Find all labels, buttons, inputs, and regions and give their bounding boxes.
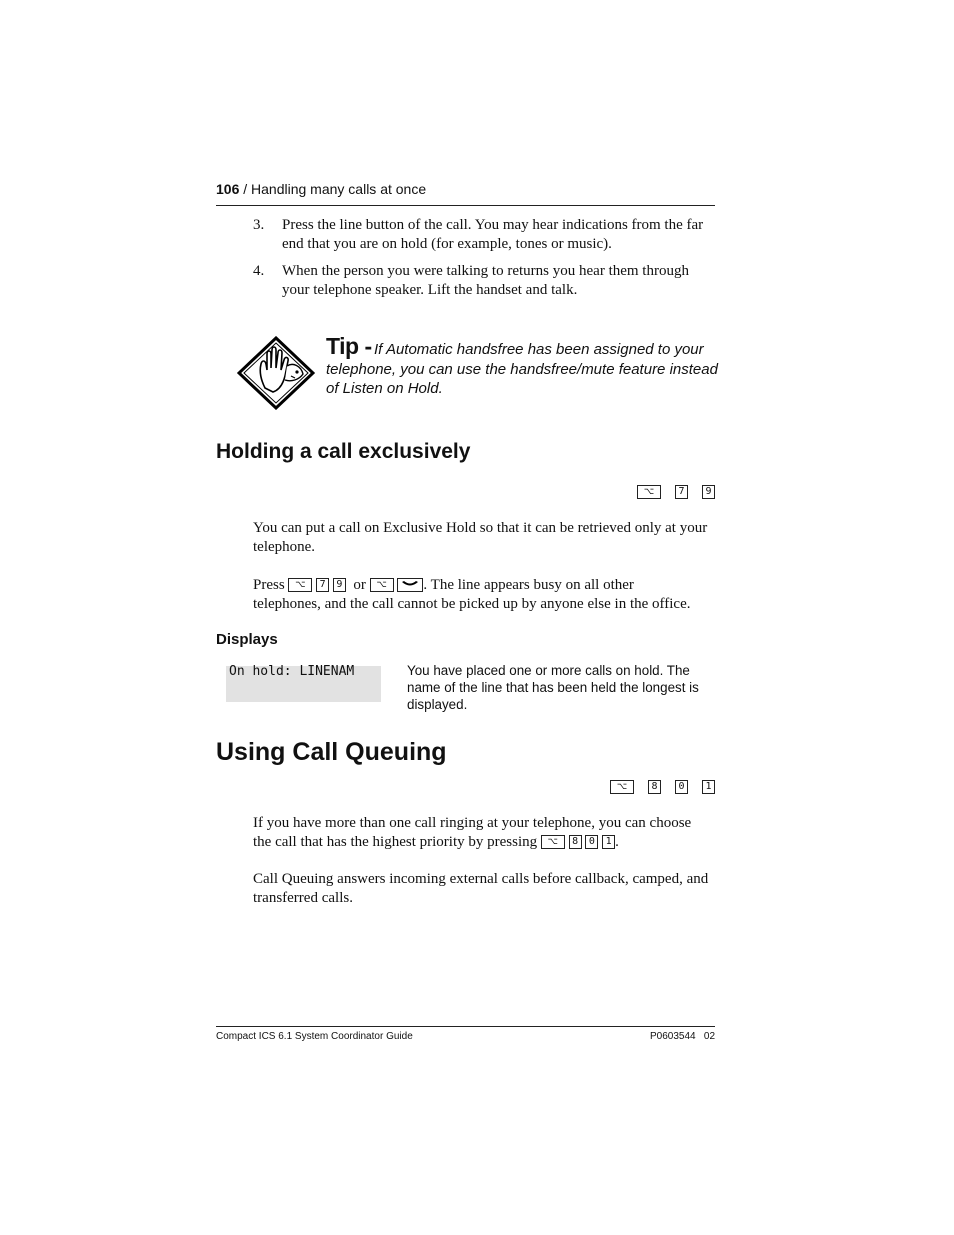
digit-key: 8 [648,780,661,794]
step-text: When the person you were talking to returns you hear them through your telephone speaker. Lift the handset and talk. [282,263,689,298]
paragraph: Call Queuing answers incoming external calls before callback, camped, and transferred calls. [253,871,709,906]
paragraph: You can put a call on Exclusive Hold so that it can be retrieved only at your telephone. [253,520,708,555]
paragraph-text: the call that has the highest priority by pressing [253,834,538,850]
digit-key: 7 [316,578,329,592]
digit-key: 1 [702,780,715,794]
or-word: or [353,577,366,593]
section-heading: Using Call Queuing [216,738,447,766]
header-rule [216,205,715,206]
footer-guide-title: Compact ICS 6.1 System Coordinator Guide [216,1031,413,1042]
paragraph-text: If you have more than one call ringing at your telephone, you can choose [253,815,692,831]
paragraph [253,576,718,614]
step-number: 4. [253,263,265,279]
feature-code-keys [610,779,715,797]
page-header [216,181,426,197]
tip-text: If Automatic handsfree has been assigned to your telephone, you can use the handsfree/mute feature instead of Listen on Hold. [326,341,718,397]
page-number: 106 [216,181,240,197]
step-number: 3. [253,217,265,233]
feature-key-icon: ⌥ [541,835,565,849]
handset-icon [401,580,419,589]
digit-key: 8 [569,835,582,849]
digit-key: 1 [602,835,615,849]
display-description: You have placed one or more calls on hold. The name of the line that has been held the longest is displayed. [407,663,699,712]
section-heading: Holding a call exclusively [216,440,471,463]
digit-key: 9 [333,578,346,592]
digit-key: 0 [585,835,598,849]
display-screen-text: On hold: LINENAM [229,664,355,679]
hold-key-icon [397,578,423,592]
digit-key: 9 [702,485,715,499]
feature-code-keys [637,484,715,502]
subsection-heading: Displays [216,631,278,648]
digit-key: 7 [675,485,688,499]
chapter-title: / Handling many calls at once [239,181,427,197]
tip-label: Tip - [326,333,372,359]
tip-hand-icon [237,336,315,410]
paragraph-text: . [615,834,619,850]
paragraph-text: . The line appears busy on all other [423,577,634,593]
footer-rule [216,1026,715,1027]
feature-key-icon: ⌥ [370,578,394,592]
feature-key-icon: ⌥ [288,578,312,592]
digit-key: 0 [675,780,688,794]
feature-key-icon: ⌥ [637,485,661,499]
press-word: Press [253,577,285,593]
footer-doc-number: P0603544 02 [650,1031,716,1042]
step-text: Press the line button of the call. You may hear indications from the far end that you are on hold (for example, tones or music). [282,217,704,252]
paragraph-text: telephones, and the call cannot be picked up by anyone else in the office. [253,596,691,612]
paragraph [253,814,718,852]
feature-key-icon: ⌥ [610,780,634,794]
